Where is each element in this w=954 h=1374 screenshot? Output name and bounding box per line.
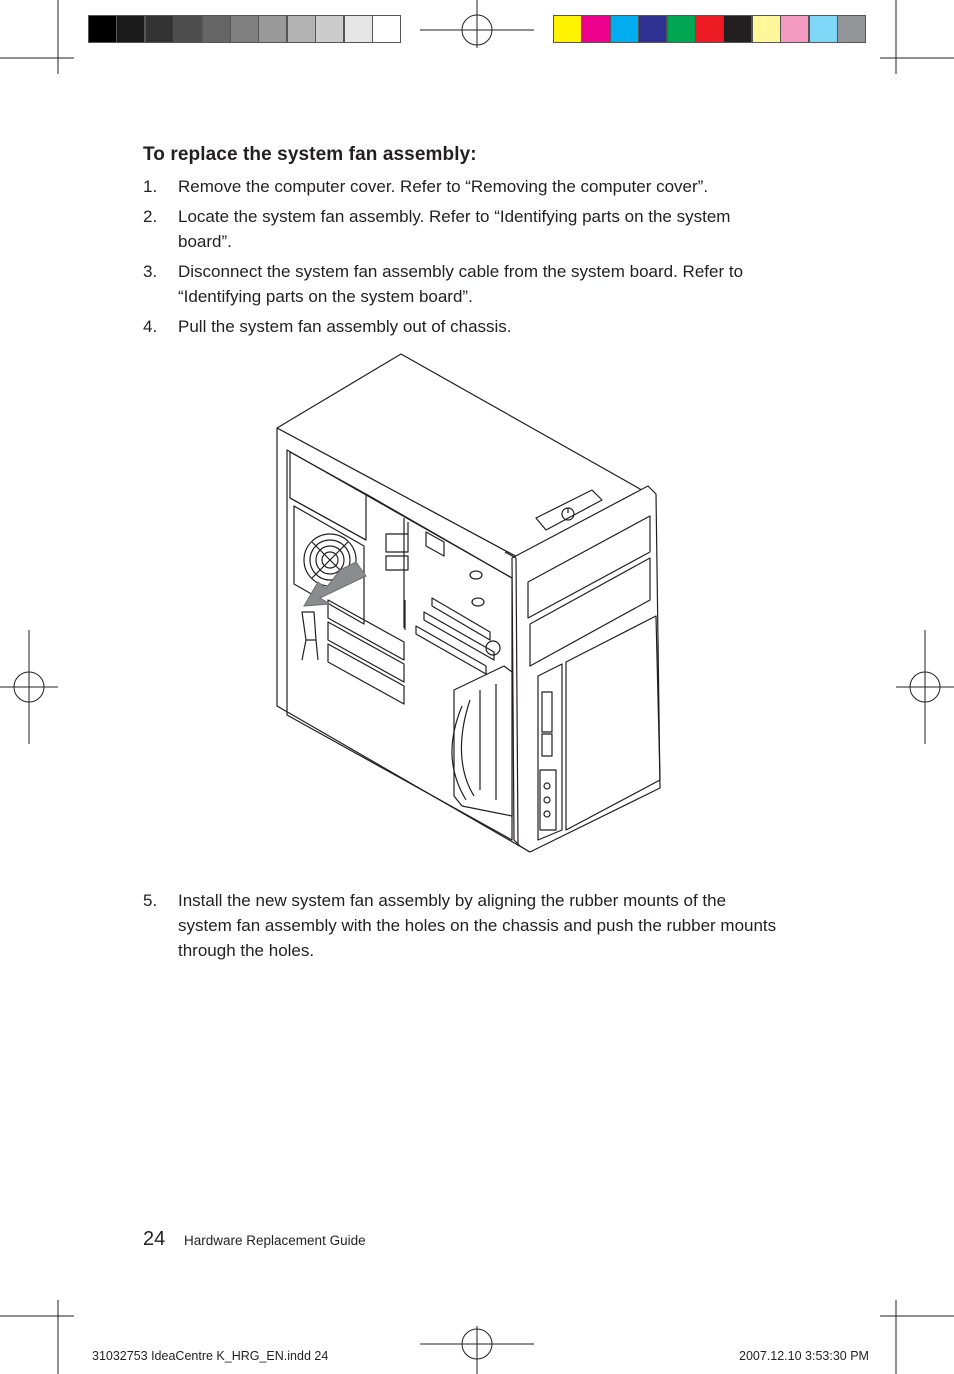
registration-mark-left — [0, 630, 58, 744]
list-item: 1. Remove the computer cover. Refer to “Removing the computer cover”. — [143, 177, 709, 196]
running-footer-title: Hardware Replacement Guide — [184, 1233, 366, 1248]
color-swatch — [315, 15, 344, 43]
page-number: 24 — [143, 1228, 166, 1250]
steps-list-top — [143, 174, 783, 344]
registration-mark-bottom — [420, 1326, 534, 1374]
color-swatch — [581, 15, 610, 43]
color-swatch — [287, 15, 316, 43]
color-swatch — [145, 15, 174, 43]
color-swatch — [553, 15, 582, 43]
print-slug-timestamp: 2007.12.10 3:53:30 PM — [739, 1349, 869, 1363]
color-swatch — [780, 15, 809, 43]
color-swatch — [638, 15, 667, 43]
list-item: 4. Pull the system fan assembly out of chassis. — [143, 317, 512, 336]
color-swatch — [667, 15, 696, 43]
list-item: 2. Locate the system fan assembly. Refer to “Identifying parts on the system board”. — [143, 207, 731, 251]
print-slug-file: 31032753 IdeaCentre K_HRG_EN.indd 24 — [92, 1349, 329, 1363]
section-heading: To replace the system fan assembly: — [143, 144, 477, 165]
color-swatch — [88, 15, 117, 43]
list-item: 5. Install the new system fan assembly by aligning the rubber mounts of the system fan assembly with the holes on the chassis and push the rubber mounts through the holes. — [143, 891, 777, 960]
color-swatch — [372, 15, 401, 43]
color-swatch — [344, 15, 373, 43]
color-swatch — [752, 15, 781, 43]
chassis-fan-removal-illustration — [275, 352, 665, 857]
color-swatch — [837, 15, 866, 43]
color-swatch — [116, 15, 145, 43]
color-swatch — [258, 15, 287, 43]
color-swatch — [723, 15, 752, 43]
color-swatch — [230, 15, 259, 43]
color-swatch — [809, 15, 838, 43]
registration-mark-right — [896, 630, 954, 744]
color-swatch — [202, 15, 231, 43]
steps-list-bottom — [143, 888, 783, 968]
color-swatch — [610, 15, 639, 43]
color-swatch — [695, 15, 724, 43]
registration-mark-top — [420, 0, 534, 48]
color-swatch — [173, 15, 202, 43]
list-item: 3. Disconnect the system fan assembly cable from the system board. Refer to “Identifying parts on the system board”. — [143, 262, 744, 306]
